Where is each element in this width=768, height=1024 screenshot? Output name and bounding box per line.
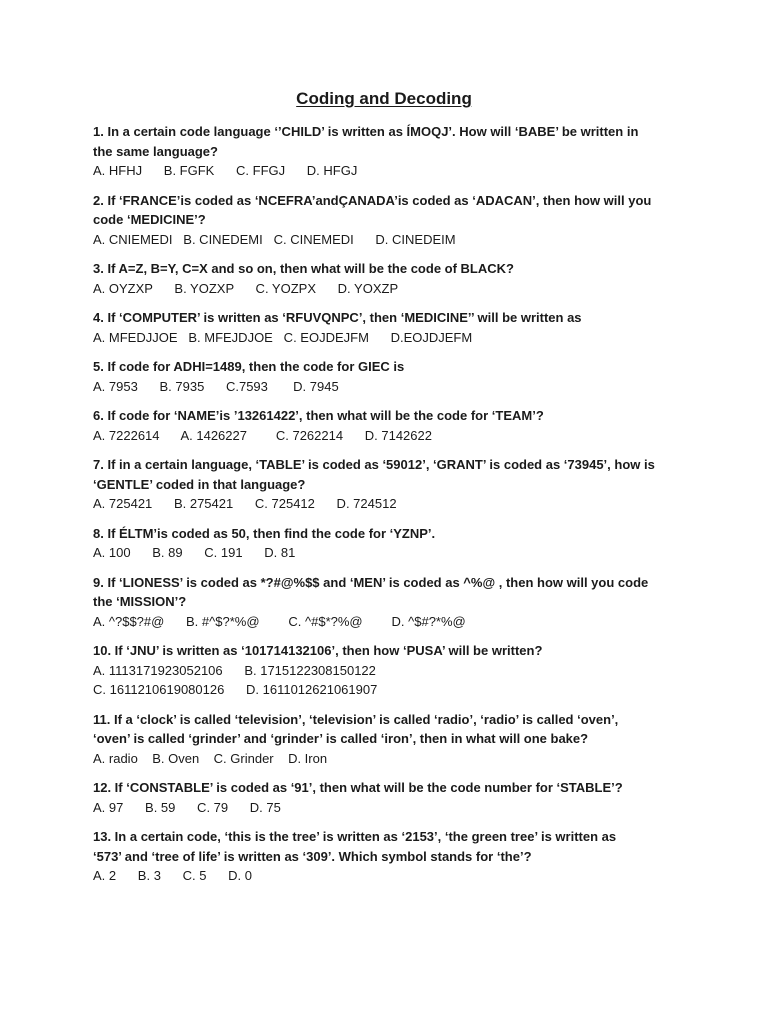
question-text: code ‘MEDICINE’? xyxy=(93,212,206,227)
question-item xyxy=(93,122,693,181)
answer-options: A. radio B. Oven C. Grinder D. Iron xyxy=(93,750,328,766)
question-text: 11. If a ‘clock’ is called ‘television’, ‘television’ is called ‘radio’, ‘radio’ is called ‘oven’, xyxy=(93,711,619,727)
question-text: 13. In a certain code, ‘this is the tree’ is written as ‘2153’, ‘the green tree’ is written as xyxy=(93,829,617,844)
answer-options: A. 1113171923052106 B. 1715122308150122 xyxy=(93,662,376,678)
question-text: the same language? xyxy=(93,143,218,159)
question-text: ‘oven’ is called ‘grinder’ and ‘grinder’ is called ‘iron’, then in what will one bake? xyxy=(93,731,589,746)
answer-options: A. 100 B. 89 C. 191 D. 81 xyxy=(93,545,296,560)
question-item xyxy=(93,524,693,563)
question-item xyxy=(93,191,693,250)
answer-options: A. 2 B. 3 C. 5 D. 0 xyxy=(93,868,252,883)
question-text: 10. If ‘JNU’ is written as ‘101714132106’, then how ‘PUSA’ will be written? xyxy=(93,643,543,658)
question-text: 6. If code for ‘NAME’is ’13261422’, then what will be the code for ‘TEAM’? xyxy=(93,408,544,423)
answer-options: C. 1611210619080126 D. 1611012621061907 xyxy=(93,682,378,697)
question-list xyxy=(93,122,693,896)
question-item xyxy=(93,357,693,396)
question-text: 7. If in a certain language, ‘TABLE’ is coded as ‘59012’, ‘GRANT’ is coded as ‘73945’, how is xyxy=(93,457,655,472)
answer-options: A. MFEDJJOE B. MFEJDJOE C. EOJDEJFM D.EOJDJEFM xyxy=(93,329,473,345)
answer-options: A. ^?$$?#@ B. #^$?*%@ C. ^#$*?%@ D. ^$#?*%@ xyxy=(93,613,466,629)
question-text: ‘GENTLE’ coded in that language? xyxy=(93,476,306,492)
question-text: 9. If ‘LIONESS’ is coded as *?#@%$$ and ‘MEN’ is coded as ^%@ , then how will you code xyxy=(93,574,649,590)
question-text: the ‘MISSION’? xyxy=(93,594,187,609)
question-item xyxy=(93,710,693,769)
answer-options: A. CNIEMEDI B. CINEDEMI C. CINEMEDI D. CINEDEIM xyxy=(93,231,456,247)
question-text: 2. If ‘FRANCE’is coded as ‘NCEFRA’andÇANADA’is coded as ‘ADACAN’, then how will you xyxy=(93,192,652,208)
question-text: 8. If ÉLTM’is coded as 50, then find the code for ‘YZNP’. xyxy=(93,525,436,541)
question-item xyxy=(93,641,693,700)
question-text: 12. If ‘CONSTABLE’ is coded as ‘91’, then what will be the code number for ‘STABLE’? xyxy=(93,780,623,795)
answer-options: A. 97 B. 59 C. 79 D. 75 xyxy=(93,799,281,815)
question-text: 1. In a certain code language ‘’CHILD’ is written as ÍMOQJ’. How will ‘BABE’ be written in xyxy=(93,124,639,139)
question-item xyxy=(93,406,693,445)
question-item xyxy=(93,455,693,514)
page-title: Coding and Decoding xyxy=(296,89,472,108)
answer-options: A. HFHJ B. FGFK C. FFGJ D. HFGJ xyxy=(93,163,358,178)
question-text: 3. If A=Z, B=Y, C=X and so on, then what will be the code of BLACK? xyxy=(93,261,514,276)
question-item xyxy=(93,308,693,347)
question-item xyxy=(93,827,693,886)
question-item xyxy=(93,259,693,298)
answer-options: A. 7222614 A. 1426227 C. 7262214 D. 7142622 xyxy=(93,427,432,443)
question-text: ‘573’ and ‘tree of life’ is written as ‘309’. Which symbol stands for ‘the’? xyxy=(93,848,532,864)
question-text: 4. If ‘COMPUTER’ is written as ‘RFUVQNPC’, then ‘MEDICINE’’ will be written as xyxy=(93,310,582,325)
answer-options: A. OYZXP B. YOZXP C. YOZPX D. YOXZP xyxy=(93,280,399,296)
answer-options: A. 725421 B. 275421 C. 725412 D. 724512 xyxy=(93,496,397,511)
question-item xyxy=(93,573,693,632)
question-text: 5. If code for ADHI=1489, then the code for GIEC is xyxy=(93,359,405,374)
answer-options: A. 7953 B. 7935 C.7593 D. 7945 xyxy=(93,378,339,394)
question-item xyxy=(93,778,693,817)
